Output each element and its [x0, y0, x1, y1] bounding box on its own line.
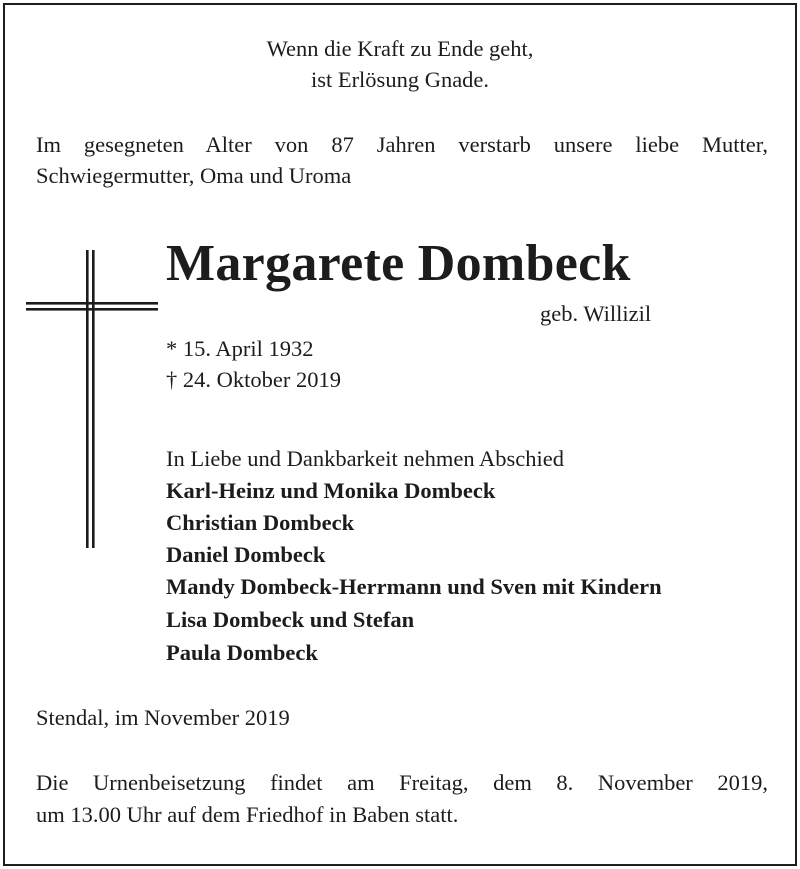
birth-date: * 15. April 1932: [166, 336, 314, 361]
motto-line-1: Wenn die Kraft zu Ende geht,: [266, 36, 534, 61]
mourner-name: Christian Dombeck: [166, 510, 355, 535]
burial-line-1: Die Urnenbeisetzung findet am Freitag, dem 8. November 2019,: [36, 770, 768, 795]
mourner-name: Mandy Dombeck-Herrmann und Sven mit Kindern: [166, 574, 662, 599]
intro-line-1: Im gesegneten Alter von 87 Jahren verstarb unsere liebe Mutter,: [36, 132, 768, 157]
mourners-intro: In Liebe und Dankbarkeit nehmen Abschied: [166, 446, 565, 471]
motto-line-2: ist Erlösung Gnade.: [310, 67, 490, 92]
mourner-name: Paula Dombeck: [166, 640, 318, 665]
cross-icon: [26, 250, 158, 548]
mourner-name: Lisa Dombeck und Stefan: [166, 607, 415, 632]
deceased-name: Margarete Dombeck: [166, 235, 631, 292]
mourner-name: Daniel Dombeck: [166, 542, 326, 567]
intro-line-2: Schwiegermutter, Oma und Uroma: [36, 163, 352, 188]
place-and-date: Stendal, im November 2019: [36, 705, 290, 730]
burial-line-2: um 13.00 Uhr auf dem Friedhof in Baben statt.: [36, 802, 459, 827]
death-date: † 24. Oktober 2019: [166, 367, 341, 392]
mourner-name: Karl-Heinz und Monika Dombeck: [166, 478, 496, 503]
maiden-name: geb. Willizil: [540, 301, 652, 326]
